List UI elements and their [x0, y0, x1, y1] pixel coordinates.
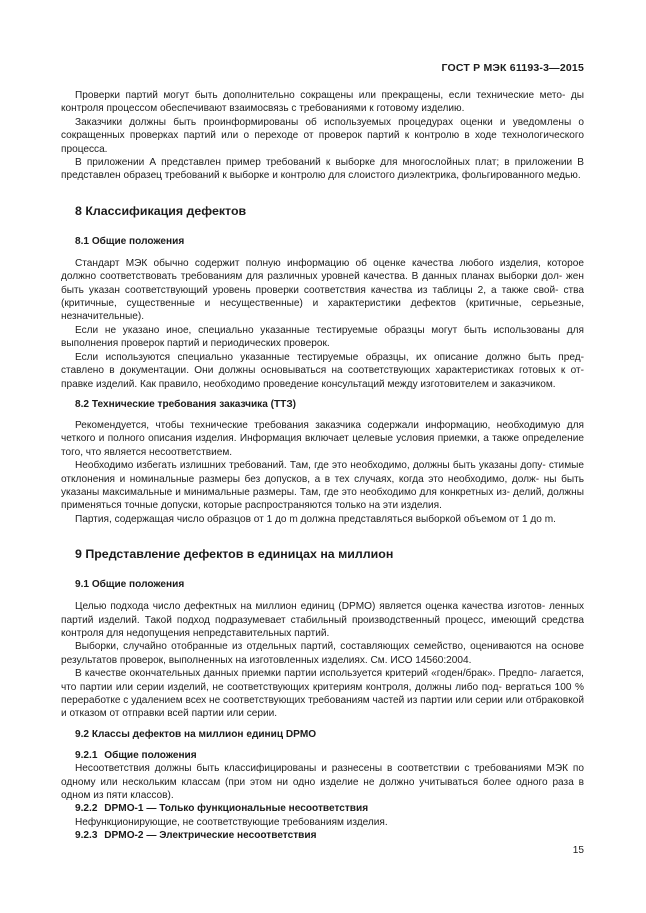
paragraph: Несоответствия должны быть классифицированы и разнесены в соответствии с требованиями МЭК по одному или нескольким классам (при этом ни одно изделие не должно учитываться более одного раза в одном из пяти классов). — [61, 763, 584, 802]
section-heading: 9 Представление дефектов в единицах на миллион — [75, 547, 394, 562]
paragraph: Выборки, случайно отобранные из отдельных партий, составляющих семейство, оцениваются на основе результатов проверок, выполненных на изготовленных изделиях. См. ИСО 14560:2004. — [61, 641, 584, 666]
paragraph: Заказчики должны быть проинформированы об используемых процедурах оценки и уведомлены о сокращенных проверках партий или о переходе от проверок партий к контролю в ходе технологического процесса. — [61, 116, 584, 155]
clause-heading — [61, 829, 584, 842]
paragraph: Стандарт МЭК обычно содержит полную информацию об оценке качества любого изделия, которое должно соответствовать требованиям для различных уровней качества. В данных планах выборки дол- жен быть указан соответствующий уровень проверки соответствия качества из таблицы 2, а также свой- ства (критичные, существенные и несущественные) и характеристики дефектов (критичные, серьезные, незначительные). — [61, 257, 584, 323]
clause-heading — [61, 802, 584, 815]
clause-title: DPMO-2 — Электрические несоответствия — [104, 830, 317, 842]
paragraph: Нефункционирующие, не соответствующие требованиям изделия. — [75, 816, 388, 828]
paragraph: Партия, содержащая число образцов от 1 до m должна представляться выборкой объемом от 1 до m. — [75, 513, 556, 525]
paragraph: Если не указано иное, специально указанные тестируемые образцы могут быть использованы для выполнения проверок партий и периодических проверок. — [61, 324, 584, 350]
paragraph: В качестве окончательных данных приемки партии используется критерий «годен/брак». Предпо- лагается, что партии или серии изделий, не соответствующих критериям контроля, должны либо под- вергаться 100 % переработке с удалением всех не соответствующих требованиям частей из партии или серии или отбраковкой и отказом от отправки всей партии или серии. — [61, 668, 584, 720]
standard-header: ГОСТ Р МЭК 61193-3—2015 — [441, 62, 584, 74]
clause-title: DPMO-1 — Только функциональные несоответствия — [104, 803, 369, 815]
clause-number: 9.2.3 — [75, 830, 98, 842]
paragraph: Необходимо избегать излишних требований. Там, где это необходимо, должны быть указаны допу- стимые отклонения и номинальные размеры без допусков, а в тех случаях, когда это необходимо, долж- ны быть указаны максимальные и минимальные размеры. Там, где это необходимо для конкретных из- делий, должны применяться точные допуски, которые распространяются только на эти изделия. — [61, 460, 584, 512]
subsection-heading: 9.2 Классы дефектов на миллион единиц DPMO — [75, 728, 317, 740]
page-number: 15 — [572, 845, 584, 856]
subsection-heading: 8.2 Технические требования заказчика (ТТЗ) — [75, 398, 297, 410]
section-heading: 8 Классификация дефектов — [75, 203, 247, 218]
subsection-heading: 8.1 Общие положения — [75, 235, 185, 247]
page-content — [61, 89, 584, 843]
clause-number: 9.2.2 — [75, 803, 98, 815]
paragraph: В приложении А представлен пример требований к выборке для многослойных плат; в приложении В представлен образец требований к выборке и контролю для слоистого диэлектрика, фольгированного медью. — [61, 157, 584, 182]
paragraph: Проверки партий могут быть дополнительно сокращены или прекращены, если технические мето- ды контроля процессом обеспечивают взаимосвязь с требованиями к готовому изделию. — [61, 90, 584, 115]
clause-number: 9.2.1 — [75, 749, 98, 761]
paragraph: Целью подхода число дефектных на миллион единиц (DPMO) является оценка качества изготов- ленных партий изделий. Такой подход подразумевает стабильный производственный процесс, имеющий средства контроля для недопущения непредставительных партий. — [61, 601, 584, 639]
clause-title: Общие положения — [104, 749, 197, 761]
paragraph: Рекомендуется, чтобы технические требования заказчика содержали информацию, необходимую для четкого и полного описания изделия. Информация включает целевые условия приемки, а также определение того, что является несоответствием. — [61, 419, 584, 458]
subsection-heading: 9.1 Общие положения — [75, 579, 185, 591]
paragraph: Если используются специально указанные тестируемые образцы, их описание должно быть пред- ставлено в документации. Они должны основываться на соответствующих характеристиках готовых к от- правке изделий. Как правило, необходимо проведение консультаций между изготовителем и заказчиком. — [61, 351, 584, 390]
clause-heading — [61, 749, 584, 762]
